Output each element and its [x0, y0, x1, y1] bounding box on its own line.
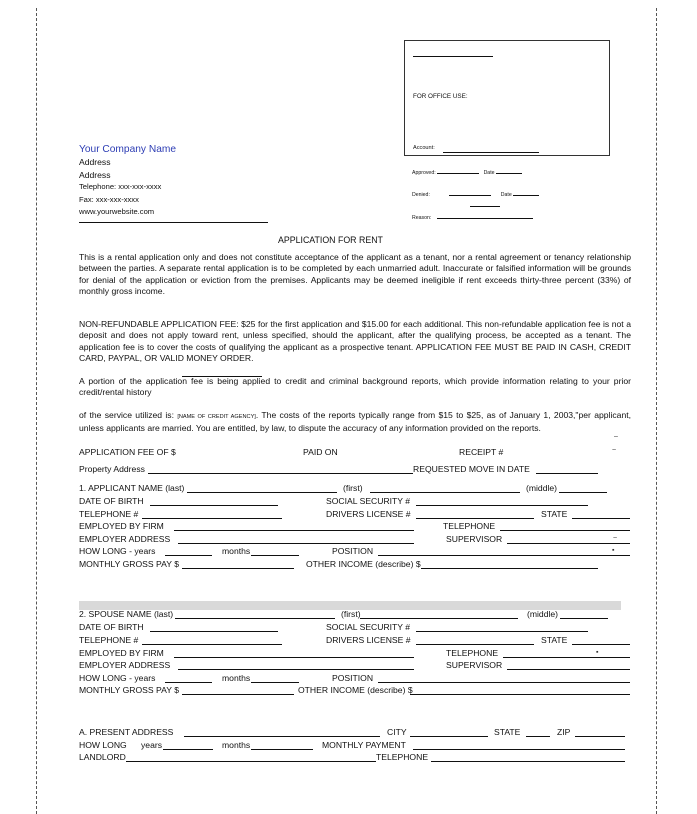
applicant-other-income-field[interactable]	[421, 568, 598, 569]
present-landlord-field[interactable]	[126, 761, 376, 762]
applicant-firm-telephone-label: TELEPHONE	[443, 521, 496, 531]
applicant-gross-pay-label: MONTHLY GROSS PAY $	[79, 559, 179, 569]
present-address-label: A. PRESENT ADDRESS	[79, 727, 174, 737]
applicant-how-long-label: HOW LONG - years	[79, 546, 156, 556]
property-address-field[interactable]	[148, 473, 413, 474]
office-use-label: FOR OFFICE USE:	[413, 93, 468, 100]
reason-row	[412, 211, 533, 221]
fee-of-label: APPLICATION FEE OF $	[79, 447, 176, 457]
spouse-employer-address-label: EMPLOYER ADDRESS	[79, 660, 171, 670]
spouse-last-field[interactable]	[175, 618, 335, 619]
property-address-label: Property Address	[79, 464, 145, 474]
applicant-middle-label: (middle)	[526, 483, 558, 493]
present-state-label: STATE	[494, 727, 521, 737]
tick-mark: ▪	[596, 649, 599, 656]
applicant-position-label: POSITION	[332, 546, 374, 556]
applicant-middle-field[interactable]	[559, 492, 607, 493]
approved-date-label: Date	[483, 170, 495, 176]
service-paragraph	[79, 410, 631, 435]
move-in-field[interactable]	[536, 473, 598, 474]
spouse-other-income-label: OTHER INCOME (describe) $	[298, 685, 413, 695]
spouse-ssn-label: SOCIAL SECURITY #	[326, 622, 411, 632]
applicant-months-field[interactable]	[251, 555, 299, 556]
present-years-field[interactable]	[163, 749, 213, 750]
present-monthly-payment-label: MONTHLY PAYMENT	[322, 740, 406, 750]
account-line[interactable]	[443, 152, 539, 153]
spouse-gross-pay-label: MONTHLY GROSS PAY $	[79, 685, 179, 695]
office-top-line	[413, 56, 493, 57]
applicant-employer-field[interactable]	[174, 530, 414, 531]
page-border-left	[36, 8, 37, 814]
spouse-supervisor-field[interactable]	[507, 669, 630, 670]
spouse-months-label: months	[222, 673, 251, 683]
applicant-supervisor-label: SUPERVISOR	[446, 534, 503, 544]
present-state-field[interactable]	[526, 736, 550, 737]
applicant-years-field[interactable]	[165, 555, 212, 556]
reason-label: Reason:	[412, 215, 432, 221]
page-title: APPLICATION FOR RENT	[278, 235, 383, 245]
spouse-employed-label: EMPLOYED BY FIRM	[79, 648, 164, 658]
denied-row	[412, 188, 539, 198]
spouse-gross-pay-field[interactable]	[182, 694, 294, 695]
applicant-employer-address-field[interactable]	[178, 543, 414, 544]
service-prefix: of the service utilized is:	[79, 410, 174, 420]
approved-row	[412, 166, 522, 176]
present-telephone-label: TELEPHONE	[376, 752, 429, 762]
denied-field[interactable]	[449, 188, 491, 196]
applicant-months-label: months	[222, 546, 251, 556]
applicant-dob-label: DATE OF BIRTH	[79, 496, 144, 506]
present-city-field[interactable]	[410, 736, 488, 737]
company-name: Your Company Name	[79, 144, 177, 155]
approved-field[interactable]	[437, 166, 479, 174]
present-address-field[interactable]	[184, 736, 380, 737]
tick-mark: ~	[612, 447, 617, 454]
present-months-field[interactable]	[251, 749, 313, 750]
applicant-employed-label: EMPLOYED BY FIRM	[79, 521, 164, 531]
intro-paragraph: This is a rental application only and does not constitute acceptance of the applicant as a tenant, nor a rental agreement or tenancy relationship between the parties. A separate rental application is to be completed by each unmarried adult. Inaccurate or falsified information will be grounds for denial of the application or eviction from the premises. Applicants may be deemed ineligible if rent exceeds thirty-three percent (33%) of monthly gross income.	[79, 252, 631, 297]
account-label: Account:	[413, 145, 435, 151]
spouse-how-long-label: HOW LONG - years	[79, 673, 156, 683]
company-fax: Fax: xxx-xxx-xxxx	[79, 194, 139, 204]
denied-date-label: Date	[500, 192, 512, 198]
paid-on-label: PAID ON	[303, 447, 338, 457]
spouse-position-label: POSITION	[332, 673, 374, 683]
spouse-telephone-label: TELEPHONE #	[79, 635, 139, 645]
approved-label: Approved:	[412, 170, 436, 176]
spouse-position-field[interactable]	[378, 682, 630, 683]
applicant-license-field[interactable]	[416, 518, 534, 519]
present-how-long-label: HOW LONG	[79, 740, 127, 750]
fee-paragraph: NON-REFUNDABLE APPLICATION FEE: $25 for the first application and $15.00 for each additional. This non-refundable application fee is not a deposit and does not apply toward rent, unless specified, should the applicant, after the qualifying process, be accepted as a tenant. The application fee is to cover the costs of qualifying the applicant as a prospective tenant. APPLICATION FEE MUST BE PAID IN CASH, CREDIT CARD, PAYPAL, OR VALID MONEY ORDER.	[79, 319, 631, 364]
company-website: www.yourwebsite.com	[79, 207, 155, 217]
spouse-firm-telephone-label: TELEPHONE	[446, 648, 499, 658]
present-monthly-payment-field[interactable]	[413, 749, 625, 750]
move-in-label: REQUESTED MOVE IN DATE	[413, 464, 530, 474]
denied-date-field[interactable]	[513, 188, 539, 196]
spouse-dob-label: DATE OF BIRTH	[79, 622, 144, 632]
applicant-gross-pay-field[interactable]	[182, 568, 294, 569]
present-landlord-label: LANDLORD	[79, 752, 126, 762]
company-address-1: Address	[79, 157, 111, 167]
denied-mark	[470, 206, 500, 207]
spouse-years-field[interactable]	[165, 682, 212, 683]
tick-mark: ▪	[612, 547, 615, 554]
spouse-telephone-field[interactable]	[142, 644, 282, 645]
spouse-first-label: (first)	[341, 609, 361, 619]
applicant-ssn-label: SOCIAL SECURITY #	[326, 496, 411, 506]
applicant-name-label: 1. APPLICANT NAME (last)	[79, 483, 185, 493]
applicant-other-income-label: OTHER INCOME (describe) $	[306, 559, 421, 569]
applicant-state-field[interactable]	[572, 518, 630, 519]
applicant-telephone-label: TELEPHONE #	[79, 509, 139, 519]
service-suffix: . The costs of the reports typically range from $15 to $25, as of January 1, 2003,"per applicant, unless applicants are married. You are entitled, by law, to dispute the accuracy of any information provided on the reports.	[79, 410, 632, 434]
spouse-license-field[interactable]	[416, 644, 534, 645]
applicant-supervisor-field[interactable]	[507, 543, 630, 544]
company-address-2: Address	[79, 169, 111, 180]
spouse-license-label: DRIVERS LICENSE #	[326, 635, 411, 645]
spouse-first-field[interactable]	[360, 618, 518, 619]
office-use-box	[404, 40, 610, 156]
applicant-position-field[interactable]	[378, 555, 630, 556]
applicant-state-label: STATE	[541, 509, 568, 519]
spouse-months-field[interactable]	[251, 682, 299, 683]
present-city-label: CITY	[387, 727, 407, 737]
company-rule	[79, 222, 268, 223]
spouse-employer-address-field[interactable]	[178, 669, 414, 670]
applicant-dob-field[interactable]	[150, 505, 278, 506]
spouse-employer-field[interactable]	[174, 657, 414, 658]
spouse-state-field[interactable]	[572, 644, 630, 645]
spouse-supervisor-label: SUPERVISOR	[446, 660, 503, 670]
spouse-name-label: 2. SPOUSE NAME (last)	[79, 609, 174, 619]
approved-date-field[interactable]	[496, 166, 522, 174]
spouse-firm-telephone-field[interactable]	[503, 657, 630, 658]
applicant-ssn-field[interactable]	[416, 505, 588, 506]
tick-mark: ~	[613, 535, 618, 542]
spouse-ssn-field[interactable]	[416, 631, 588, 632]
applicant-first-label: (first)	[343, 483, 363, 493]
present-years-label: years	[141, 740, 163, 750]
reason-field[interactable]	[437, 211, 533, 219]
present-months-label: months	[222, 740, 251, 750]
page-border-right	[656, 8, 657, 814]
applicant-firm-telephone-field[interactable]	[500, 530, 630, 531]
spouse-middle-label: (middle)	[527, 609, 559, 619]
present-zip-label: ZIP	[557, 727, 571, 737]
present-telephone-field[interactable]	[431, 761, 625, 762]
applicant-first-field[interactable]	[370, 492, 520, 493]
spouse-middle-field[interactable]	[560, 618, 608, 619]
present-zip-field[interactable]	[575, 736, 625, 737]
spouse-state-label: STATE	[541, 635, 568, 645]
credit-paragraph: A portion of the application fee is being applied to credit and criminal background reports, which provide information relating to your prior credit/rental history	[79, 376, 631, 398]
denied-label: Denied:	[412, 192, 430, 198]
applicant-employer-address-label: EMPLOYER ADDRESS	[79, 534, 171, 544]
applicant-telephone-field[interactable]	[142, 518, 282, 519]
tick-mark: –	[614, 433, 618, 440]
spouse-other-income-field[interactable]	[410, 694, 630, 695]
credit-agency-placeholder: [NAME OF CREDIT AGENCY]	[177, 414, 256, 420]
company-telephone: Telephone: xxx-xxx-xxxx	[79, 182, 162, 192]
applicant-last-field[interactable]	[187, 492, 337, 493]
receipt-label: RECEIPT #	[459, 447, 504, 457]
spouse-dob-field[interactable]	[150, 631, 278, 632]
applicant-license-label: DRIVERS LICENSE #	[326, 509, 411, 519]
company-block	[79, 144, 176, 219]
